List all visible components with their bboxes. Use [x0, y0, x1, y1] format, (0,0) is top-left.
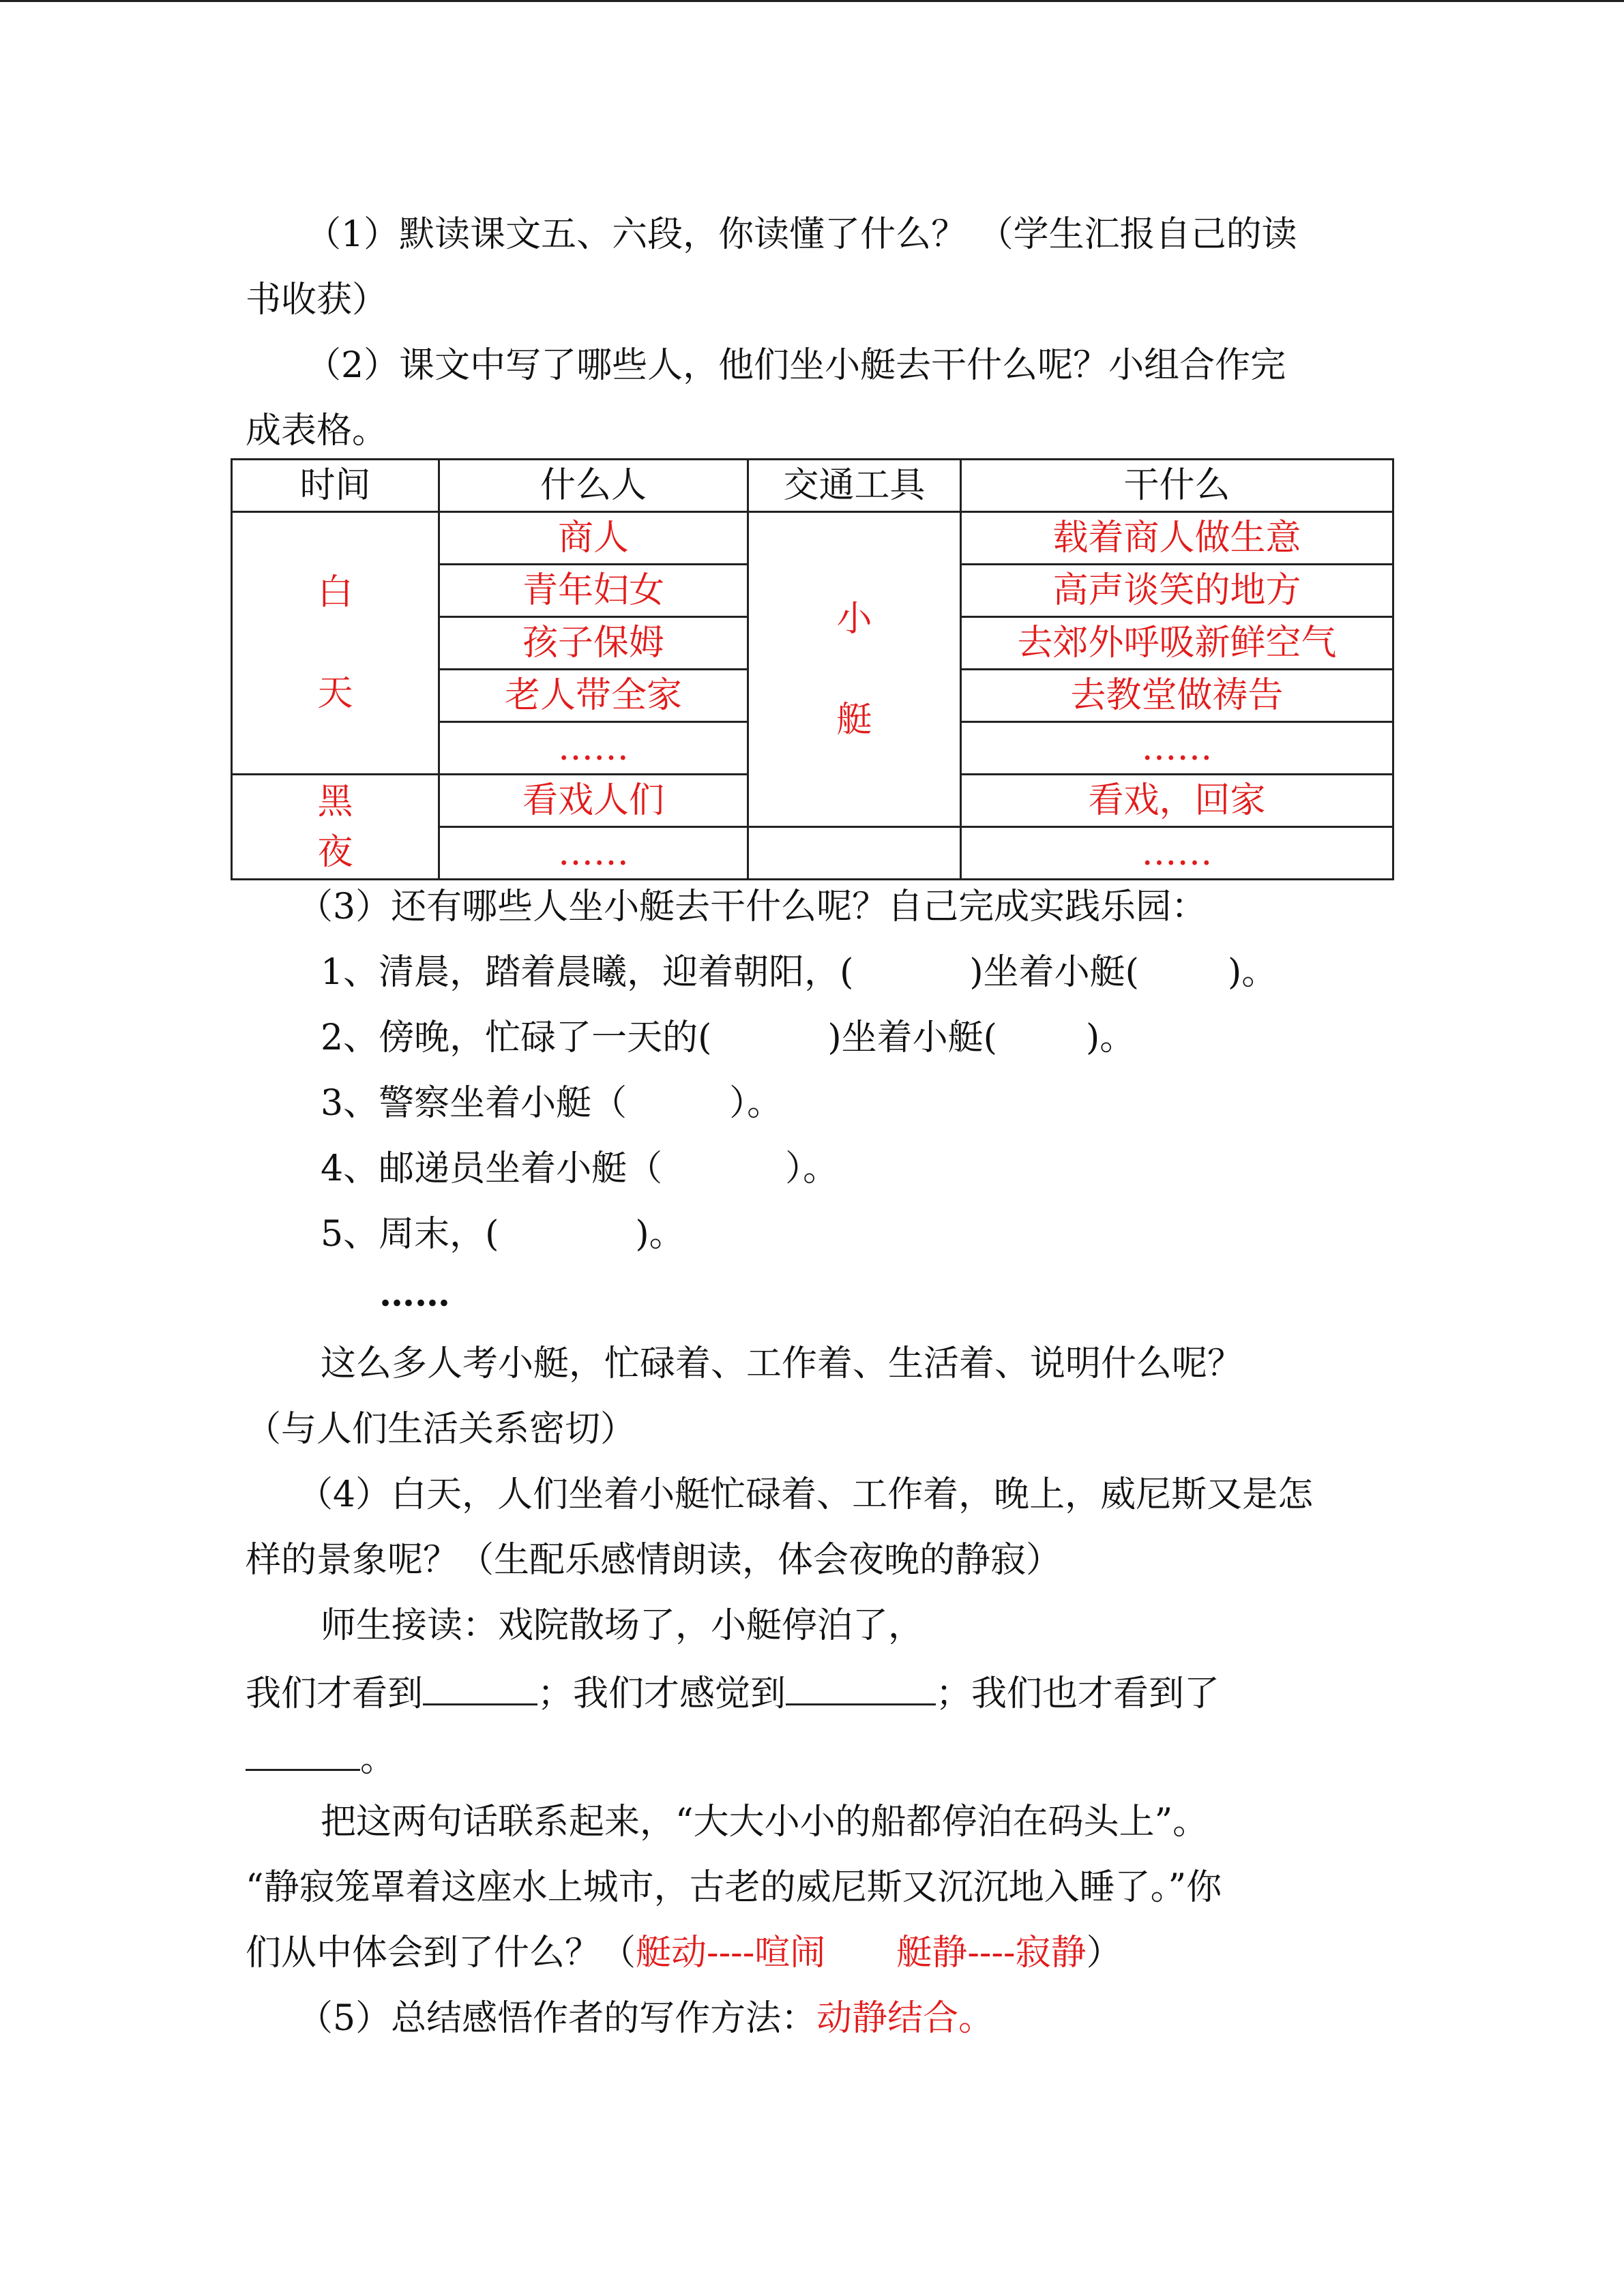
- q3-item-3-b: ）。: [729, 1083, 783, 1124]
- q3-item-5-a: 5、周末，(: [321, 1214, 499, 1255]
- q2-line2: 成表格。: [246, 411, 388, 451]
- table-header-row: [232, 460, 1393, 512]
- time-night-char-1: 黑: [317, 781, 353, 822]
- time-night-cell: [232, 775, 439, 880]
- person-cell: ……: [439, 827, 748, 880]
- action-cell: 去教堂做祷告: [961, 670, 1393, 722]
- vehicle-char-1: 小: [836, 598, 872, 640]
- q3-item-3-a: 3、警察坐着小艇（: [321, 1083, 628, 1124]
- q4-line2: 样的景象呢？（生配乐感情朗读，体会夜晚的静寂）: [246, 1540, 1062, 1581]
- q4-fill-line: [246, 1669, 1220, 1716]
- action-cell: ……: [961, 827, 1393, 880]
- q1-line2: 书收获）: [246, 280, 388, 320]
- people-boat-table: [231, 458, 1394, 880]
- q3-item-1-b: )坐着小艇(: [969, 952, 1139, 993]
- action-cell: 看戏，回家: [961, 775, 1393, 827]
- q4-link-line3: [246, 1931, 1122, 1975]
- q3-item-5: [321, 1212, 685, 1256]
- action-cell: 载着商人做生意: [961, 512, 1393, 565]
- q3-item-1-a: 1、清晨，踏着晨曦，迎着朝阳，(: [321, 952, 854, 993]
- page-top-border: [0, 0, 1624, 2]
- person-cell: 孩子保姆: [439, 617, 748, 670]
- q3-title: （3）还有哪些人坐小艇去干什么呢？自己完成实践乐园：: [297, 886, 1207, 927]
- q4-link-line3-end: ）: [1086, 1933, 1122, 1973]
- q3-summary-line2: （与人们生活关系密切）: [246, 1409, 636, 1450]
- q4-read-line: 师生接读：戏院散场了，小艇停泊了，: [321, 1605, 924, 1646]
- time-night-char-2: 夜: [317, 831, 353, 873]
- q4-fill-b: ；我们才感觉到: [537, 1673, 786, 1714]
- q4-link-line3-a: 们从中体会到了什么？（: [246, 1933, 636, 1973]
- time-day-char-1: 白: [317, 572, 353, 613]
- q5-label: （5）总结感悟作者的写作方法：: [297, 1998, 817, 2039]
- table-row: [232, 512, 1393, 565]
- q2-line1: （2）课文中写了哪些人，他们坐小艇去干什么呢？小组合作完: [306, 345, 1286, 386]
- q3-item-4: [321, 1147, 838, 1191]
- q3-item-1-c: )。: [1227, 952, 1278, 993]
- q4-fill-c: ；我们也才看到了: [936, 1673, 1220, 1714]
- q3-item-2-a: 2、傍晚，忙碌了一天的(: [321, 1017, 712, 1058]
- q4-fill-end: 。: [360, 1739, 396, 1780]
- header-time: 时间: [232, 460, 439, 512]
- header-what: 干什么: [961, 460, 1393, 512]
- time-day-char-2: 天: [317, 673, 353, 714]
- q4-link-line2: “静寂笼罩着这座水上城市，古老的威尼斯又沉沉地入睡了。”你: [246, 1867, 1222, 1908]
- action-cell: 去郊外呼吸新鲜空气: [961, 617, 1393, 670]
- action-cell: ……: [961, 722, 1393, 775]
- fill-blank-3[interactable]: [246, 1735, 360, 1771]
- header-who: 什么人: [439, 460, 748, 512]
- vehicle-char-2: 艇: [836, 699, 872, 741]
- action-cell: 高声谈笑的地方: [961, 565, 1393, 617]
- q3-item-1: [321, 951, 1277, 994]
- fill-blank-2[interactable]: [786, 1669, 936, 1705]
- q4-answer-stillness: 艇静----寂静: [896, 1933, 1087, 1973]
- q5-line: [297, 1997, 994, 2040]
- time-day-cell: [232, 512, 439, 775]
- person-cell: 青年妇女: [439, 565, 748, 617]
- q3-item-4-a: 4、邮递员坐着小艇（: [321, 1148, 663, 1189]
- q3-item-2-b: )坐着小艇(: [827, 1017, 997, 1058]
- q3-summary-line1: 这么多人考小艇，忙碌着、工作着、生活着、说明什么呢？: [321, 1343, 1243, 1384]
- q3-item-5-b: )。: [635, 1214, 685, 1255]
- q3-item-2: [321, 1016, 1135, 1060]
- q3-item-2-c: )。: [1085, 1017, 1136, 1058]
- q3-item-3: [321, 1082, 782, 1125]
- q4-fill-a: 我们才看到: [246, 1673, 424, 1714]
- person-cell: 老人带全家: [439, 670, 748, 722]
- vehicle-cell: [748, 512, 961, 827]
- person-cell: 看戏人们: [439, 775, 748, 827]
- q5-answer: 动静结合。: [816, 1998, 994, 2039]
- vehicle-empty-cell: [748, 827, 961, 880]
- q3-ellipsis: ……: [379, 1273, 450, 1315]
- header-vehicle: 交通工具: [748, 460, 961, 512]
- person-cell: ……: [439, 722, 748, 775]
- q4-link-line1: 把这两句话联系起来，“大大小小的船都停泊在码头上”。: [321, 1802, 1209, 1843]
- q1-line1: （1）默读课文五、六段，你读懂了什么？ （学生汇报自己的读: [306, 214, 1297, 255]
- q4-answer-motion: 艇动----喧闹: [636, 1933, 826, 1973]
- fill-blank-1[interactable]: [423, 1669, 537, 1705]
- person-cell: 商人: [439, 512, 748, 565]
- q3-item-4-b: ）。: [785, 1148, 839, 1189]
- q4-line1: （4）白天，人们坐着小艇忙碌着、工作着，晚上，威尼斯又是怎: [297, 1474, 1314, 1515]
- q4-fill-line-2: [246, 1735, 396, 1781]
